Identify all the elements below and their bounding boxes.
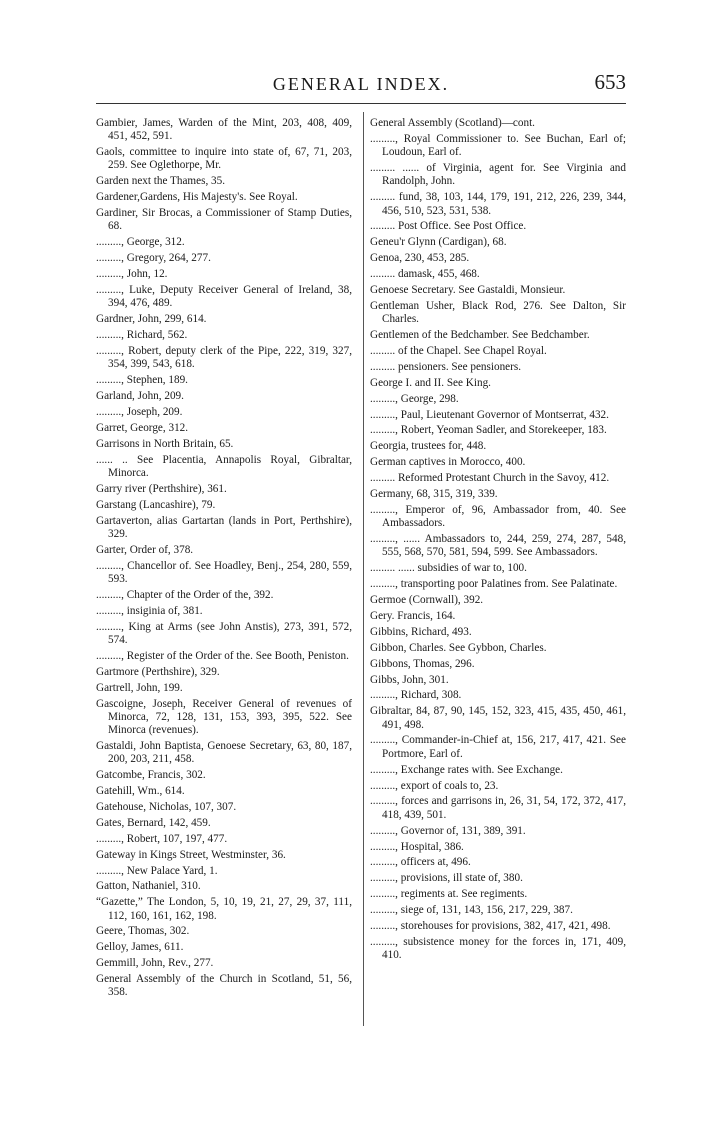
index-entry: ........., provisions, ill state of, 380. <box>370 872 523 885</box>
index-entry: ........., King at Arms (see John Anstis), 273, 391, 572, 574. <box>96 620 352 646</box>
index-column-right <box>370 117 626 965</box>
index-entry: Gibbins, Richard, 493. <box>370 625 472 638</box>
index-entry: Germoe (Cornwall), 392. <box>370 594 484 607</box>
index-entry: ......... ...... subsidies of war to, 100. <box>370 562 527 575</box>
index-entry: Gatcombe, Francis, 302. <box>96 769 206 782</box>
index-entry: ........., Chancellor of. See Hoadley, Benj., 254, 280, 559, 593. <box>96 559 352 585</box>
index-entry: Gates, Bernard, 142, 459. <box>96 816 211 829</box>
index-entry: Gascoigne, Joseph, Receiver General of revenues of Minorca, 72, 128, 131, 153, 393, 395, 522. See Minorca (revenues). <box>96 697 352 737</box>
index-entry: Gibraltar, 84, 87, 90, 145, 152, 323, 415, 435, 450, 461, 491, 498. <box>370 705 626 731</box>
index-entry: ........., ...... Ambassadors to, 244, 259, 274, 287, 548, 555, 568, 570, 581, 594, 599. See Ambassadors. <box>370 533 626 559</box>
index-entry: Gardener,Gardens, His Majesty's. See Royal. <box>96 191 298 204</box>
index-entry: ......... fund, 38, 103, 144, 179, 191, 212, 226, 239, 344, 456, 510, 523, 531, 538. <box>370 191 626 217</box>
index-entry: ........., Gregory, 264, 277. <box>96 252 211 265</box>
index-entry: Gardner, John, 299, 614. <box>96 313 207 326</box>
running-title: GENERAL INDEX. <box>272 74 450 94</box>
index-entry: Gibbon, Charles. See Gybbon, Charles. <box>370 641 547 654</box>
index-entry: Geere, Thomas, 302. <box>96 925 190 938</box>
index-entry: ........., export of coals to, 23. <box>370 779 499 792</box>
index-entry: ........., John, 12. <box>96 268 168 281</box>
index-entry: ......... ...... of Virginia, agent for. See Virginia and Randolph, John. <box>370 162 626 188</box>
index-entry: Genoa, 230, 453, 285. <box>370 252 470 265</box>
index-entry: Geneu'r Glynn (Cardigan), 68. <box>370 236 507 249</box>
index-entry: Gery. Francis, 164. <box>370 609 456 622</box>
index-entry: Gastaldi, John Baptista, Genoese Secretary, 63, 80, 187, 200, 203, 211, 458. <box>96 739 352 766</box>
index-entry: ........., Robert, 107, 197, 477. <box>96 832 228 845</box>
index-entry: ........., Richard, 562. <box>96 329 188 342</box>
index-entry: ......... of the Chapel. See Chapel Royal. <box>370 344 547 357</box>
index-entry: Gaols, committee to inquire into state of, 67, 71, 203, 259. See Oglethorpe, Mr. <box>96 146 352 172</box>
index-entry: Gambier, James, Warden of the Mint, 203, 408, 409, 451, 452, 591. <box>96 117 352 143</box>
index-entry: Gelloy, James, 611. <box>96 941 184 954</box>
index-entry: Garden next the Thames, 35. <box>96 175 226 188</box>
index-entry: ........., Royal Commissioner to. See Buchan, Earl of; Loudoun, Earl of. <box>370 132 626 159</box>
index-entry: ........., Governor of, 131, 389, 391. <box>370 824 526 837</box>
index-entry: Gibbons, Thomas, 296. <box>370 657 475 670</box>
index-entry: Gemmill, John, Rev., 277. <box>96 957 214 970</box>
index-entry: Gartrell, John, 199. <box>96 681 183 694</box>
index-entry: ........., Hospital, 386. <box>370 840 464 853</box>
index-entry: ........., Register of the Order of the. See Booth, Peniston. <box>96 649 349 662</box>
index-entry: Garstang (Lancashire), 79. <box>96 498 216 511</box>
index-entry: ........., Emperor of, 96, Ambassador from, 40. See Ambassadors. <box>370 503 626 530</box>
index-entry: German captives in Morocco, 400. <box>370 456 526 469</box>
index-entry: Germany, 68, 315, 319, 339. <box>370 488 498 500</box>
index-entry: Garry river (Perthshire), 361. <box>96 482 227 495</box>
index-entry: ......... Reformed Protestant Church in the Savoy, 412. <box>370 472 610 485</box>
index-entry: Georgia, trustees for, 448. <box>370 440 487 453</box>
index-entry: ........., officers at, 496. <box>370 856 471 869</box>
index-entry: Gatehouse, Nicholas, 107, 307. <box>96 800 237 813</box>
page-header <box>96 70 626 100</box>
index-entry: ........., George, 298. <box>370 392 459 405</box>
header-rule <box>96 103 626 104</box>
index-entry: ........., Chapter of the Order of the, 392. <box>96 588 274 601</box>
index-entry: ........., subsistence money for the forces in, 171, 409, 410. <box>370 935 626 962</box>
index-entry: George I. and II. See King. <box>370 376 491 389</box>
index-entry: Gibbs, John, 301. <box>370 673 449 686</box>
index-entry: Gatehill, Wm., 614. <box>96 785 185 798</box>
index-entry: ........., Commander-in-Chief at, 156, 217, 417, 421. See Portmore, Earl of. <box>370 734 626 760</box>
index-entry: Genoese Secretary. See Gastaldi, Monsieur. <box>370 284 566 297</box>
index-entry: ........., transporting poor Palatines from. See Palatinate. <box>370 578 618 591</box>
index-entry: Garland, John, 209. <box>96 390 184 403</box>
index-entry: ........., Stephen, 189. <box>96 374 188 387</box>
index-entry: ........., storehouses for provisions, 382, 417, 421, 498. <box>370 919 611 932</box>
index-entry: ........., Paul, Lieutenant Governor of Montserrat, 432. <box>370 408 609 421</box>
index-entry: ........., Joseph, 209. <box>96 405 183 418</box>
page-number: 653 <box>594 70 626 94</box>
index-entry: Gateway in Kings Street, Westminster, 36. <box>96 848 286 861</box>
index-entry: ........., George, 312. <box>96 236 185 249</box>
index-entry: Garter, Order of, 378. <box>96 543 194 556</box>
index-entry: ......... Post Office. See Post Office. <box>370 220 527 233</box>
index-entry: Gartaverton, alias Gartartan (lands in Port, Perthshire), 329. <box>96 514 352 540</box>
index-entry: General Assembly of the Church in Scotland, 51, 56, 358. <box>96 973 352 999</box>
index-entry: ........., Luke, Deputy Receiver General of Ireland, 38, 394, 476, 489. <box>96 284 352 310</box>
index-entry: ........., siege of, 131, 143, 156, 217, 229, 387. <box>370 904 573 917</box>
index-entry: General Assembly (Scotland)—cont. <box>370 117 535 129</box>
index-entry: ...... .. See Placentia, Annapolis Royal, Gibraltar, Minorca. <box>96 453 352 479</box>
index-entry: ......... damask, 455, 468. <box>370 268 480 281</box>
index-entry: Gatton, Nathaniel, 310. <box>96 880 201 893</box>
index-entry: ........., Robert, deputy clerk of the Pipe, 222, 319, 327, 354, 399, 543, 618. <box>96 344 352 371</box>
index-entry: ........., insiginia of, 381. <box>96 604 203 617</box>
index-entry: ........., Robert, Yeoman Sadler, and Storekeeper, 183. <box>370 424 607 437</box>
index-entry: ........., forces and garrisons in, 26, 31, 54, 172, 372, 417, 418, 439, 501. <box>370 795 626 821</box>
index-entry: ......... pensioners. See pensioners. <box>370 360 522 373</box>
index-entry: “Gazette,” The London, 5, 10, 19, 21, 27, 29, 37, 111, 112, 160, 161, 162, 198. <box>96 896 352 922</box>
index-entry: Gardiner, Sir Brocas, a Commissioner of Stamp Duties, 68. <box>96 207 352 233</box>
index-entry: Gartmore (Perthshire), 329. <box>96 665 220 678</box>
index-entry: Garrisons in North Britain, 65. <box>96 437 234 450</box>
index-entry: Gentleman Usher, Black Rod, 276. See Dalton, Sir Charles. <box>370 299 626 326</box>
index-entry: ........., regiments at. See regiments. <box>370 888 528 901</box>
index-entry: Gentlemen of the Bedchamber. See Bedchamber. <box>370 329 590 342</box>
index-entry: ........., Exchange rates with. See Exchange. <box>370 763 563 776</box>
index-entry: ........., Richard, 308. <box>370 689 462 702</box>
column-divider <box>363 112 364 1026</box>
index-entry: ........., New Palace Yard, 1. <box>96 864 218 877</box>
index-column-left <box>96 117 352 1002</box>
index-entry: Garret, George, 312. <box>96 421 189 434</box>
